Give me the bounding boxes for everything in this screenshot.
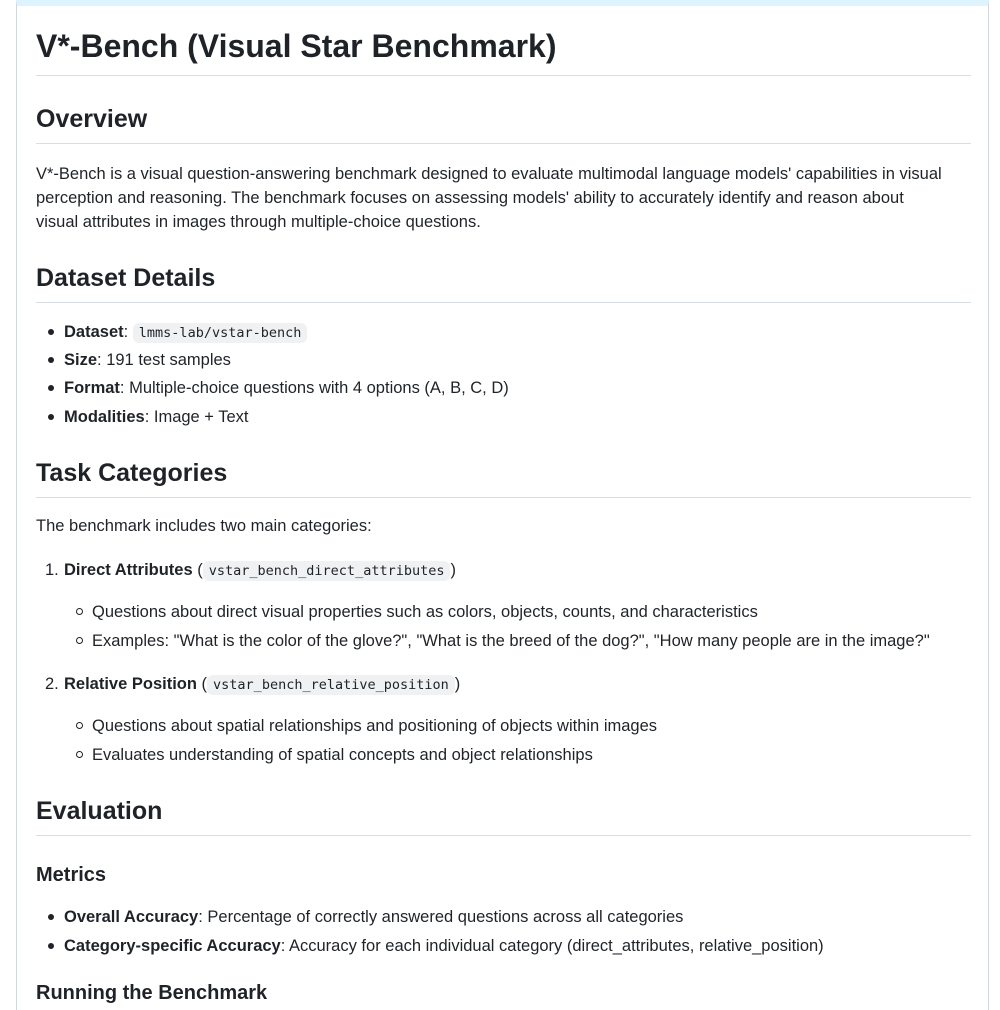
bullet-icon xyxy=(48,414,54,420)
list-item-modalities: Modalities: Image + Text xyxy=(64,408,249,426)
bullet-icon xyxy=(48,385,54,391)
subitem: Questions about spatial relationships and positioning of objects within images xyxy=(92,717,658,735)
list-item-dataset: Dataset: lmms-lab/vstar-bench xyxy=(64,320,307,345)
bullet-icon xyxy=(48,914,54,920)
task-categories-intro: The benchmark includes two main categories: xyxy=(36,517,372,535)
metrics-heading: Metrics xyxy=(36,864,107,886)
category-direct-attributes: Direct Attributes ( vstar_bench_direct_attributes ) xyxy=(64,561,456,579)
dataset-code: lmms-lab/vstar-bench xyxy=(133,323,308,343)
relative-position-code: vstar_bench_relative_position xyxy=(207,675,455,695)
metric-category-accuracy: Category-specific Accuracy: Accuracy for each individual category (direct_attributes, relative_position) xyxy=(64,937,824,955)
list-number: 1. xyxy=(45,561,59,579)
category-relative-position: Relative Position ( vstar_bench_relative_position ) xyxy=(64,675,461,693)
circle-bullet-icon xyxy=(76,608,83,615)
evaluation-heading: Evaluation xyxy=(36,795,971,836)
metric-overall-accuracy: Overall Accuracy: Percentage of correctly answered questions across all categories xyxy=(64,908,684,926)
list-number: 2. xyxy=(45,675,59,693)
overview-heading: Overview xyxy=(36,103,971,144)
circle-bullet-icon xyxy=(76,722,83,729)
circle-bullet-icon xyxy=(76,637,83,644)
task-categories-heading: Task Categories xyxy=(36,457,971,498)
circle-bullet-icon xyxy=(76,751,83,758)
subitem: Evaluates understanding of spatial concepts and object relationships xyxy=(92,746,593,764)
bullet-icon xyxy=(48,329,54,335)
bullet-icon xyxy=(48,943,54,949)
direct-attributes-code: vstar_bench_direct_attributes xyxy=(203,561,451,581)
running-heading: Running the Benchmark xyxy=(36,982,268,1004)
bullet-icon xyxy=(48,357,54,363)
subitem: Examples: "What is the color of the glove?", "What is the breed of the dog?", "How many people are in the image?" xyxy=(92,632,930,650)
document-frame xyxy=(16,0,989,1010)
dataset-details-heading: Dataset Details xyxy=(36,262,971,303)
list-item-size: Size: 191 test samples xyxy=(64,351,231,369)
overview-line-3: visual attributes in images through multiple-choice questions. xyxy=(36,213,481,231)
subitem: Questions about direct visual properties such as colors, objects, counts, and characteristics xyxy=(92,603,758,621)
overview-line-1: V*-Bench is a visual question-answering benchmark designed to evaluate multimodal language models' capabilities in visual xyxy=(36,165,942,183)
overview-line-2: perception and reasoning. The benchmark focuses on assessing models' ability to accurately identify and reason about xyxy=(36,189,904,207)
page-title: V*-Bench (Visual Star Benchmark) xyxy=(36,26,971,76)
list-item-format: Format: Multiple-choice questions with 4 options (A, B, C, D) xyxy=(64,379,509,397)
